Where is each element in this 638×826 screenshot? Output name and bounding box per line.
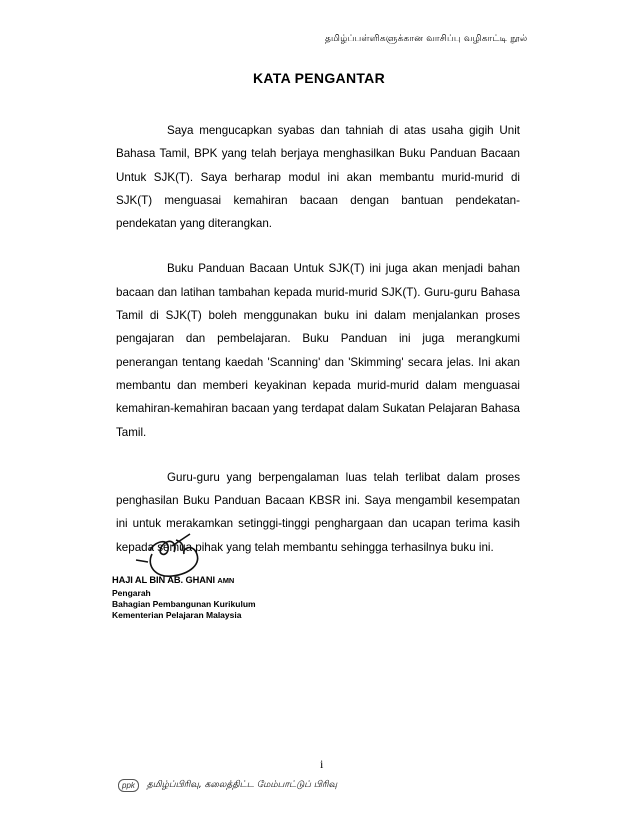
page-title: KATA PENGANTAR: [252, 70, 385, 86]
page-footer: [118, 776, 337, 794]
signature-block: [112, 530, 292, 630]
page-number: i: [320, 757, 324, 771]
footer-text: தமிழ்ப்பிரிவு, கலைத்திட்ட மேம்பாட்டுப் பிரிவு: [146, 779, 338, 790]
foreword-body: [116, 119, 520, 581]
paragraph-2: Buku Panduan Bacaan Untuk SJK(T) ini juga akan menjadi bahan bacaan dan latihan tambahan kepada murid-murid SJK(T). Guru-guru Bahasa Tamil di SJK(T) boleh menggunakan buku ini dalam menjalankan proses pengajaran dan pembelajaran. Buku Panduan ini juga merangkumi penerangan tentang kaedah 'Scanning' dan 'Skimming' secara jelas. Ini akan membantu dan memberi keyakinan kepada murid-murid dalam menguasai kemahiran-kemahiran bacaan yang terdapat dalam Sukatan Pelajaran Bahasa Tamil.: [116, 262, 520, 439]
paragraph-3: Guru-guru yang berpengalaman luas telah terlibat dalam proses penghasilan Buku Panduan Bacaan KBSR ini. Saya mengambil kesempatan ini untuk merakamkan setinggi-tinggi penghargaan dan ucapan terima kasih kepada semua pihak yang telah membantu sehingga terhasilnya buku ini.: [116, 470, 520, 554]
ppk-logo-icon: ppk: [118, 779, 139, 792]
signatory-name: HAJI AL BIN AB. GHANI AMN: [112, 575, 235, 585]
signatory-position: Pengarah: [112, 588, 151, 598]
paragraph-1: Saya mengucapkan syabas dan tahniah di atas usaha gigih Unit Bahasa Tamil, BPK yang telah berjaya menghasilkan Buku Panduan Bacaan Untuk SJK(T). Saya berharap modul ini akan membantu murid-murid di SJK(T) menguasai kemahiran bacaan dengan bantuan pendekatan-pendekatan yang diterangkan.: [116, 124, 520, 231]
running-header: தமிழ்ப்பள்ளிகளுக்கான வாசிப்பு வழிகாட்டி நூல்: [325, 34, 528, 44]
signatory-ministry: Kementerian Pelajaran Malaysia: [112, 610, 242, 620]
signatory-division: Bahagian Pembangunan Kurikulum: [112, 599, 256, 609]
